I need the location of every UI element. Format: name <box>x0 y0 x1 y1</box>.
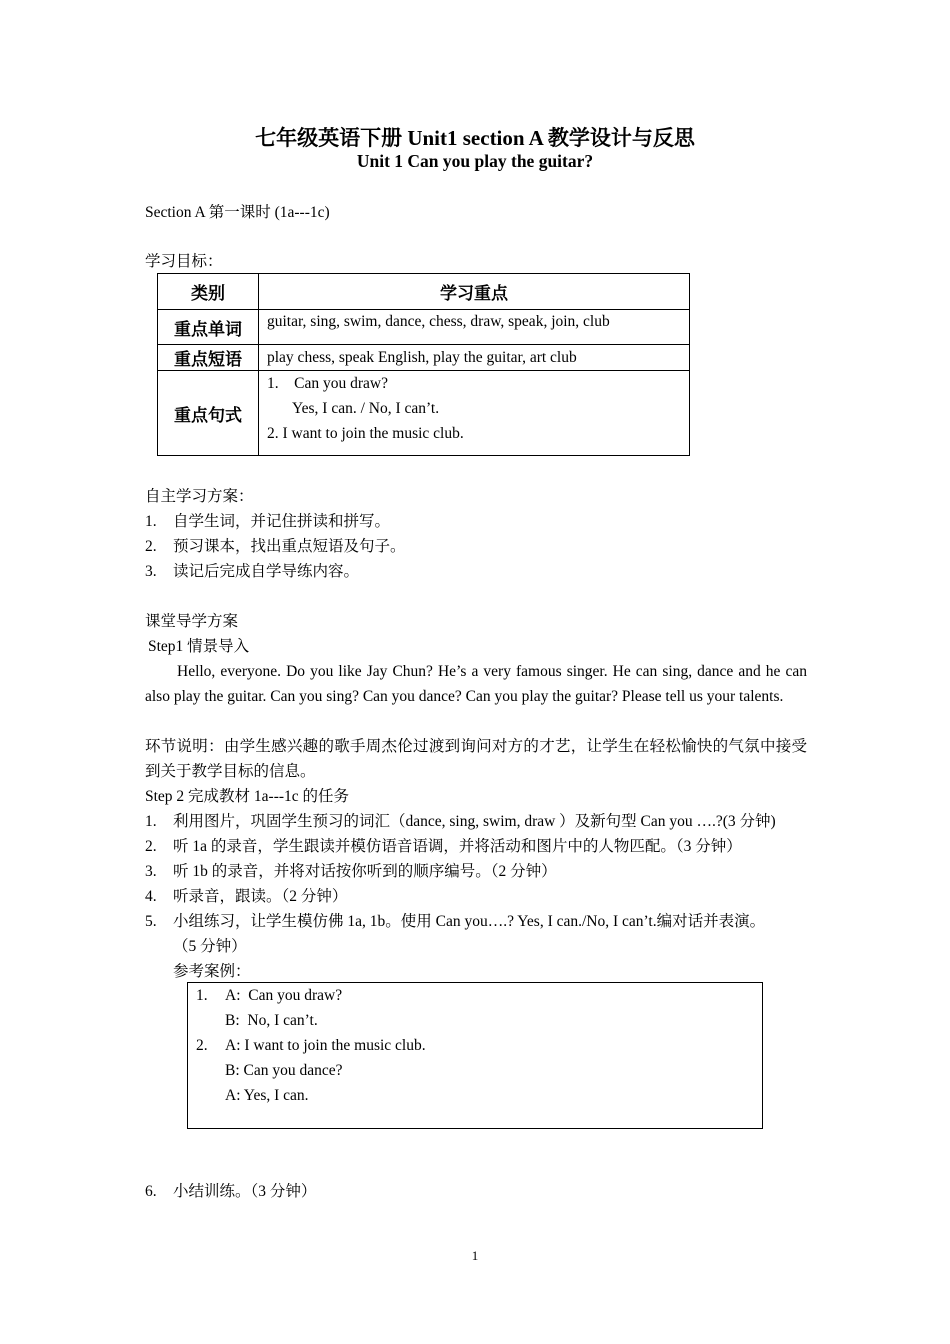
section-line: Section A 第一课时 (1a---1c) <box>145 204 330 221</box>
item-text: 预习课本，找出重点短语及句子。 <box>173 538 406 555</box>
step1-text: Hello, everyone. Do you like Jay Chun? He’s a very famous singer. He can sing, dance and he can also play the guitar. Can you sing? Can you dance? Can you play the guitar? Please tell us your talents. <box>145 663 807 705</box>
item-number: 2. <box>145 538 157 555</box>
reference-label: 参考案例： <box>173 963 251 980</box>
step2-title: Step 2 完成教材 1a---1c 的任务 <box>145 788 350 805</box>
reference-line: A: Yes, I can. <box>225 1087 309 1104</box>
page-number: 1 <box>471 1248 479 1263</box>
item-number: 6. <box>145 1183 157 1200</box>
item-number: 3. <box>145 863 157 880</box>
item-text: 听 1a 的录音，学生跟读并模仿语音语调，并将活动和图片中的人物匹配。（3 分钟） <box>173 838 742 855</box>
table-row <box>158 345 690 371</box>
item-text: 自学生词，并记住拼读和拼写。 <box>173 513 391 530</box>
reference-number: 2. <box>196 1037 208 1054</box>
sentence-line: Yes, I can. / No, I can’t. <box>292 400 440 417</box>
item-number: 1. <box>145 513 157 530</box>
item-number: 4. <box>145 888 157 905</box>
row-category: 重点短语 <box>158 345 259 371</box>
table-header-row <box>158 274 690 310</box>
item-text: 读记后完成自学导练内容。 <box>173 563 360 580</box>
item-number: 1. <box>145 813 157 830</box>
item-number: 2. <box>145 838 157 855</box>
item-text-continued: （5 分钟） <box>173 938 247 955</box>
step1-title: Step1 情景导入 <box>148 638 250 655</box>
objectives-table <box>157 273 690 456</box>
item-text: 听录音，跟读。（2 分钟） <box>173 888 348 905</box>
step1-note: 环节说明：由学生感兴趣的歌手周杰伦过渡到询问对方的才艺，让学生在轻松愉快的气氛中接受到关于教学目标的信息。 <box>145 738 807 780</box>
page-title: 七年级英语下册 Unit1 section A 教学设计与反思 <box>255 126 695 150</box>
row-content <box>259 371 690 456</box>
row-category: 重点句式 <box>158 371 259 456</box>
objectives-label: 学习目标： <box>145 253 223 270</box>
item-text: 小结训练。（3 分钟） <box>173 1183 317 1200</box>
table-row <box>158 310 690 345</box>
sentence-line: 2. I want to join the music club. <box>267 425 464 442</box>
reference-line: B: Can you dance? <box>225 1062 343 1079</box>
reference-number: 1. <box>196 987 208 1004</box>
classroom-heading: 课堂导学方案 <box>145 613 239 630</box>
table-row <box>158 371 690 456</box>
reference-line: B: No, I can’t. <box>225 1012 318 1029</box>
reference-line: A: Can you draw? <box>225 987 343 1004</box>
item-text: 听 1b 的录音，并将对话按你听到的顺序编号。（2 分钟） <box>173 863 557 880</box>
row-content: play chess, speak English, play the guitar, art club <box>259 345 690 371</box>
item-text: 小组练习，让学生模仿佛 1a, 1b。使用 Can you….? Yes, I can./No, I can’t.编对话并表演。 <box>173 913 766 930</box>
row-category: 重点单词 <box>158 310 259 345</box>
page-subtitle: Unit 1 Can you play the guitar? <box>356 151 594 171</box>
table-header-focus: 学习重点 <box>259 274 690 310</box>
row-content: guitar, sing, swim, dance, chess, draw, speak, join, club <box>259 310 690 345</box>
self-study-heading: 自主学习方案： <box>145 488 254 505</box>
item-number: 3. <box>145 563 157 580</box>
sentence-line: 1. Can you draw? <box>267 375 388 392</box>
reference-box <box>187 982 763 1129</box>
table-header-category: 类别 <box>158 274 259 310</box>
reference-line: A: I want to join the music club. <box>225 1037 426 1054</box>
item-number: 5. <box>145 913 157 930</box>
item-text: 利用图片，巩固学生预习的词汇（dance, sing, swim, draw ）及新句型 Can you ….?(3 分钟) <box>173 813 776 830</box>
